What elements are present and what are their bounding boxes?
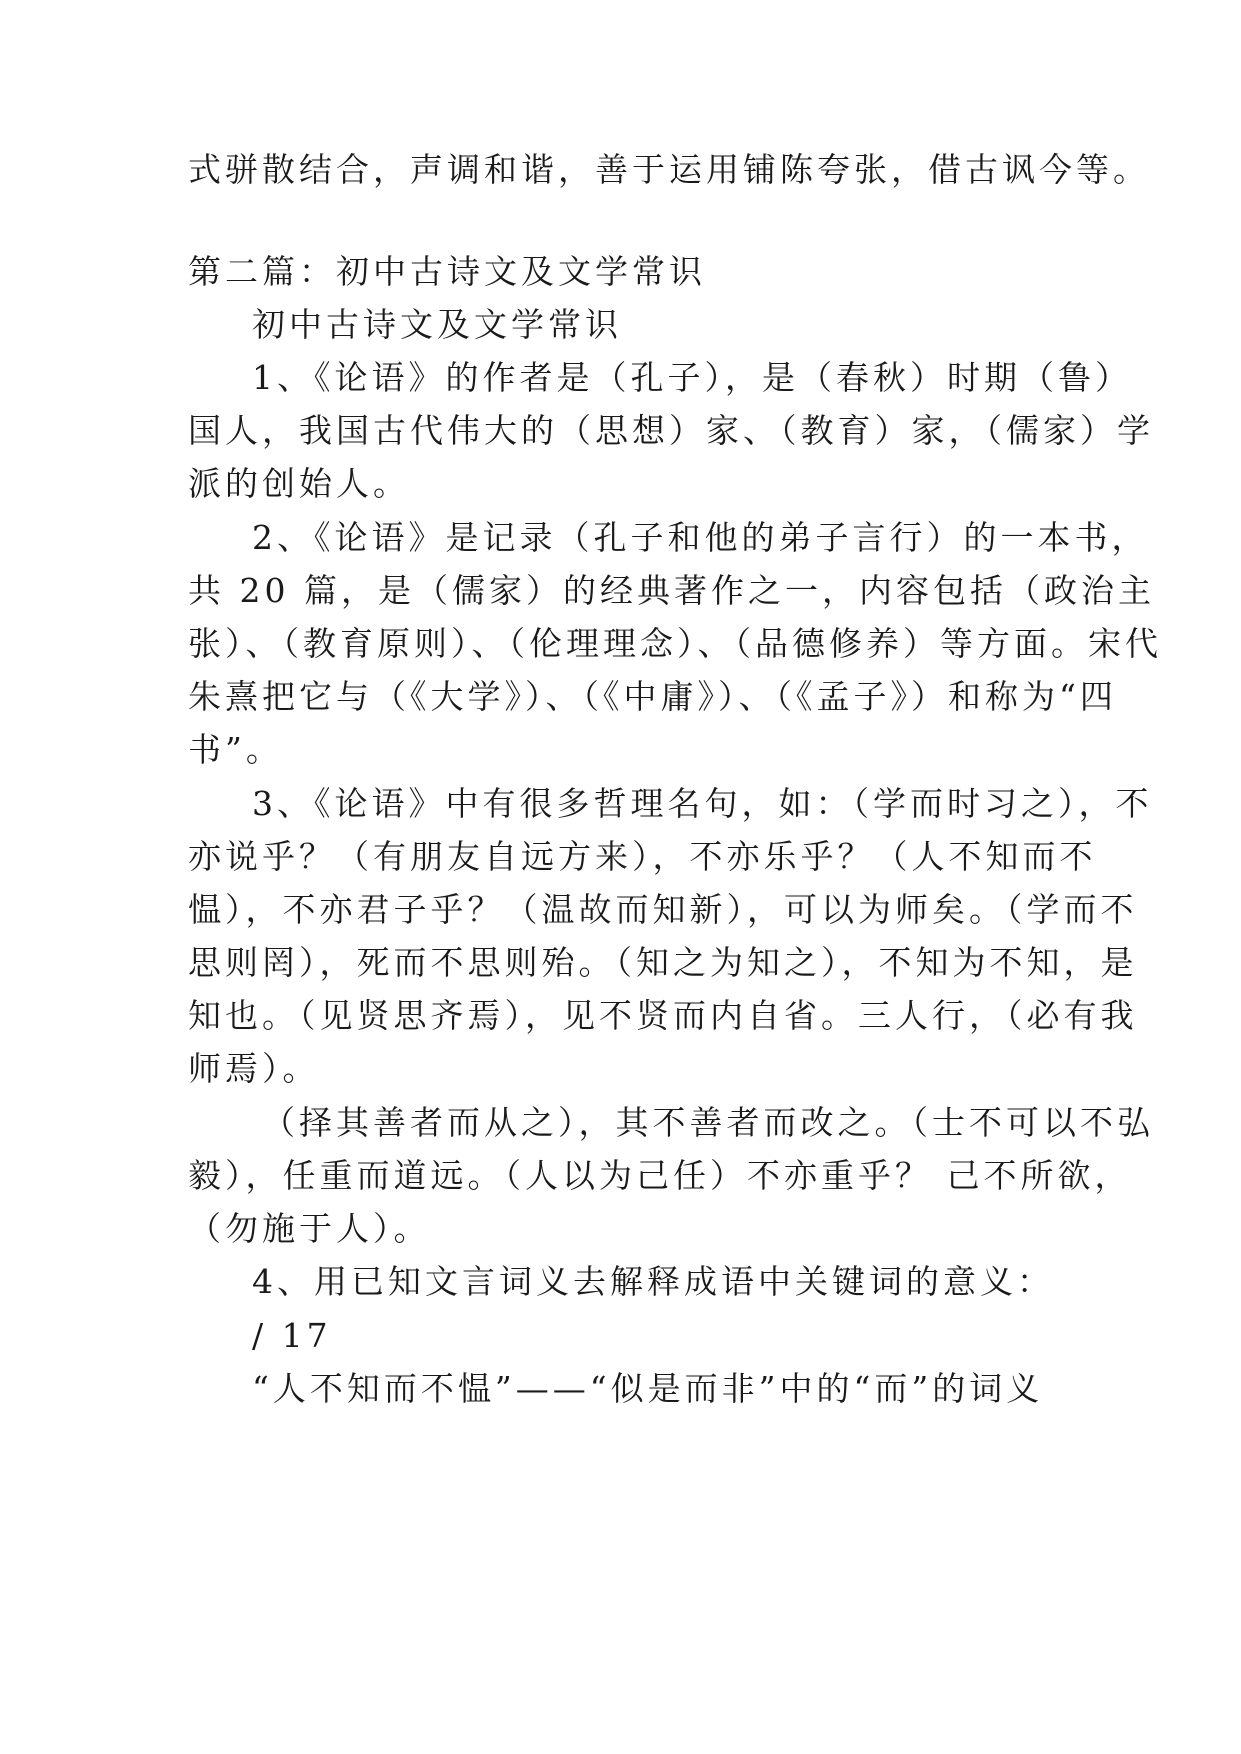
- paragraph-line: 朱熹把它与（《大学》）、（《中庸》）、（《孟子》）和称为“四: [188, 677, 1117, 716]
- paragraph-line: （勿施于人）。: [188, 1209, 431, 1248]
- paragraph-line: 3、《论语》中有很多哲理名句，如：（学而时习之），不: [252, 784, 1153, 823]
- paragraph-line: “人不知而不愠”——“似是而非”中的“而”的词义: [252, 1369, 1044, 1408]
- paragraph-line: 2、《论语》是记录（孔子和他的弟子言行）的一本书，: [252, 518, 1149, 557]
- paragraph-line: 1、《论语》的作者是（孔子），是（春秋）时期（鲁）: [252, 358, 1132, 397]
- section-heading: 第二篇：初中古诗文及文学常识: [188, 252, 706, 291]
- subheading: 初中古诗文及文学常识: [252, 305, 622, 344]
- paragraph-line: 亦说乎？（有朋友自远方来），不亦乐乎？（人不知而不: [188, 837, 1097, 876]
- paragraph-line: 4、用已知文言词义去解释成语中关键词的意义：: [252, 1262, 1054, 1301]
- paragraph-line: 知也。（见贤思齐焉），见不贤而内自省。三人行，（必有我: [188, 996, 1138, 1035]
- paragraph-line: 张）、（教育原则）、（伦理理念）、（品德修养）等方面。宋代: [188, 624, 1162, 663]
- paragraph-line: 派的创始人。: [188, 464, 410, 503]
- paragraph-line: 书”。: [188, 730, 283, 769]
- paragraph-line: 共 20 篇，是（儒家）的经典著作之一，内容包括（政治主: [188, 571, 1155, 610]
- paragraph-line: 式骈散结合，声调和谐，善于运用铺陈夸张，借古讽今等。: [188, 150, 1150, 189]
- paragraph-line: 思则罔），死而不思则殆。（知之为知之），不知为不知，是: [188, 943, 1138, 982]
- paragraph-line: 国人，我国古代伟大的（思想）家、（教育）家，（儒家）学: [188, 411, 1154, 450]
- document-page: [188, 0, 1162, 1754]
- paragraph-line: 毅），任重而道远。（人以为己任）不亦重乎？ 己不所欲，: [188, 1156, 1132, 1195]
- paragraph-line: 师焉）。: [188, 1049, 320, 1088]
- page-number: / 17: [252, 1316, 332, 1355]
- paragraph-line: 愠），不亦君子乎？（温故而知新），可以为师矣。（学而不: [188, 890, 1138, 929]
- paragraph-line: （择其善者而从之），其不善者而改之。（士不可以不弘: [262, 1103, 1154, 1142]
